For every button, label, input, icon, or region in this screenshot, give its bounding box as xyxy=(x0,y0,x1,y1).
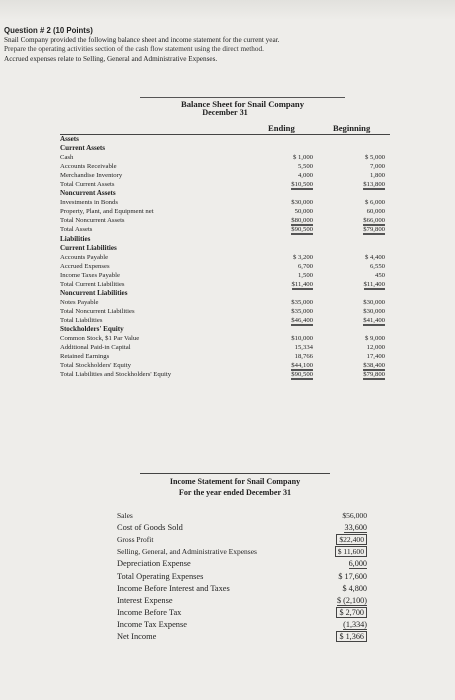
question-line-2: Prepare the operating activities section of the cash flow statement using the direct method. xyxy=(4,45,264,53)
row-label: Total Current Liabilities xyxy=(60,280,125,288)
amount-cell xyxy=(307,631,367,643)
ending-value-cell xyxy=(261,207,333,216)
beginning-value: $30,000 xyxy=(363,307,385,315)
ending-value-cell xyxy=(261,289,333,298)
row-label: Total Noncurrent Liabilities xyxy=(60,307,135,315)
beginning-value-cell xyxy=(333,244,390,253)
row-label: Additional Paid-in Capital xyxy=(60,344,131,352)
row-label: Net Income xyxy=(117,631,157,641)
ending-value-cell xyxy=(261,262,333,271)
income-statement-title: Income Statement for Snail Company xyxy=(169,477,301,486)
amount-cell xyxy=(307,558,367,570)
amount-cell xyxy=(307,607,367,619)
balance-sheet-row xyxy=(60,271,390,280)
balance-sheet-row xyxy=(60,180,390,189)
beginning-value: $79,800 xyxy=(363,226,385,234)
amount-value: (1,334) xyxy=(343,619,367,629)
row-label: Noncurrent Assets xyxy=(60,189,116,198)
beginning-value: 1,800 xyxy=(369,172,385,180)
row-label: Cost of Goods Sold xyxy=(117,523,183,533)
ending-value-cell xyxy=(261,253,333,262)
amount-value: $ (2,100) xyxy=(336,595,367,605)
ending-value-cell xyxy=(261,271,333,280)
beginning-value: $ 9,000 xyxy=(364,335,385,343)
row-label: Stockholders' Equity xyxy=(60,325,124,333)
row-label: Depreciation Expense xyxy=(117,559,191,569)
beginning-value: 450 xyxy=(374,271,385,279)
row-label: Current Liabilities xyxy=(60,243,117,252)
beginning-value-cell xyxy=(333,334,390,343)
balance-sheet-date: December 31 xyxy=(202,108,248,117)
beginning-value: $11,400 xyxy=(363,280,385,288)
ending-value-cell xyxy=(261,325,333,334)
beginning-value: 7,000 xyxy=(369,163,385,171)
income-statement-table xyxy=(117,510,367,643)
amount-value: 6,000 xyxy=(348,559,367,569)
ending-value: 5,500 xyxy=(297,163,313,171)
balance-sheet-row xyxy=(60,289,390,298)
row-label: Notes Payable xyxy=(60,298,99,306)
income-statement-row xyxy=(117,631,367,643)
question-line-3: Accrued expenses relate to Selling, General and Administrative Expenses. xyxy=(4,54,218,63)
balance-sheet-row xyxy=(60,253,390,262)
beginning-value-cell xyxy=(333,153,390,162)
beginning-value: 60,000 xyxy=(366,208,385,216)
beginning-value-cell xyxy=(333,271,390,280)
beginning-value: $79,800 xyxy=(363,371,385,379)
ending-value-cell xyxy=(261,370,333,379)
row-label: Total Liabilities xyxy=(60,316,103,324)
beginning-value-cell xyxy=(333,144,390,153)
income-statement-row xyxy=(117,522,367,534)
balance-sheet-row xyxy=(60,135,390,145)
income-statement-row xyxy=(117,546,367,558)
ending-value: 50,000 xyxy=(294,208,313,216)
ending-value: $10,500 xyxy=(291,181,313,189)
amount-value: $ 2,700 xyxy=(336,607,367,618)
balance-sheet-row xyxy=(60,361,390,370)
row-label: Total Operating Expenses xyxy=(117,571,204,581)
ending-value-cell xyxy=(261,307,333,316)
beginning-value: $38,400 xyxy=(363,362,385,370)
ending-value: 18,766 xyxy=(294,353,313,361)
beginning-value: $13,800 xyxy=(363,181,385,189)
beginning-value-cell xyxy=(333,135,390,145)
ending-value-cell xyxy=(261,153,333,162)
question-heading: Question # 2 (10 Points) xyxy=(4,26,93,35)
amount-cell xyxy=(307,546,367,558)
beginning-value-cell xyxy=(333,343,390,352)
beginning-value-cell xyxy=(333,235,390,244)
balance-sheet-row xyxy=(60,370,390,379)
ending-value: $35,000 xyxy=(291,307,313,315)
balance-sheet-row xyxy=(60,189,390,198)
row-label: Total Assets xyxy=(60,226,93,234)
balance-sheet-row xyxy=(60,144,390,153)
amount-value: 33,600 xyxy=(344,523,367,533)
ending-value-cell xyxy=(261,171,333,180)
amount-value: $ 4,800 xyxy=(342,583,367,593)
ending-value-cell xyxy=(261,298,333,307)
beginning-value-cell xyxy=(333,289,390,298)
beginning-value-cell xyxy=(333,298,390,307)
amount-cell xyxy=(307,619,367,631)
row-label: Income Taxes Payable xyxy=(60,271,120,279)
row-label: Assets xyxy=(60,135,79,144)
ending-value: 4,000 xyxy=(297,172,313,180)
ending-value-cell xyxy=(261,280,333,289)
row-label: Accounts Payable xyxy=(60,253,109,261)
amount-cell xyxy=(307,570,367,582)
beginning-value: 6,550 xyxy=(369,262,385,270)
beginning-value: $41,400 xyxy=(363,316,385,324)
question-block xyxy=(4,26,454,64)
balance-sheet-row xyxy=(60,343,390,352)
row-label: Income Before Interest and Taxes xyxy=(117,583,230,593)
row-label: Selling, General, and Administrative Expenses xyxy=(117,547,257,557)
ending-value-cell xyxy=(261,216,333,225)
balance-sheet-row xyxy=(60,352,390,361)
beginning-value: 12,000 xyxy=(366,344,385,352)
amount-cell xyxy=(307,534,367,546)
ending-value: $80,000 xyxy=(291,217,313,225)
beginning-value-cell xyxy=(333,216,390,225)
amount-cell xyxy=(307,595,367,607)
income-statement-row xyxy=(117,570,367,582)
income-statement-row xyxy=(117,595,367,607)
row-label: Property, Plant, and Equipment net xyxy=(60,208,154,216)
column-header-beginning: Beginning xyxy=(333,123,371,133)
row-label: Cash xyxy=(60,154,74,162)
income-statement-row xyxy=(117,619,367,631)
ending-value-cell xyxy=(261,352,333,361)
beginning-value-cell xyxy=(333,361,390,370)
ending-value: $46,400 xyxy=(291,316,313,324)
balance-sheet-row xyxy=(60,171,390,180)
row-label: Gross Profit xyxy=(117,535,154,545)
row-label: Retained Earnings xyxy=(60,353,110,361)
income-statement-header xyxy=(140,473,330,498)
ending-value: $30,000 xyxy=(291,199,313,207)
beginning-value-cell xyxy=(333,316,390,325)
amount-cell xyxy=(307,510,367,522)
beginning-value: $ 6,000 xyxy=(364,199,385,207)
row-label: Total Stockholders' Equity xyxy=(60,362,131,370)
amount-value: $ 1,366 xyxy=(336,631,367,642)
ending-value-cell xyxy=(261,162,333,171)
ending-value: 1,500 xyxy=(297,271,313,279)
income-statement-row xyxy=(117,583,367,595)
amount-value: $ 17,600 xyxy=(338,571,367,581)
row-label: Merchandise Inventory xyxy=(60,172,123,180)
income-statement-row xyxy=(117,534,367,546)
beginning-value-cell xyxy=(333,171,390,180)
ending-value-cell xyxy=(261,144,333,153)
ending-value-cell xyxy=(261,135,333,145)
beginning-value-cell xyxy=(333,225,390,234)
ending-value: $11,400 xyxy=(291,280,313,288)
question-line-1: Snail Company provided the following balance sheet and income statement for the current year. xyxy=(4,35,280,44)
balance-sheet-row xyxy=(60,225,390,234)
balance-sheet-row xyxy=(60,244,390,253)
row-label: Total Current Assets xyxy=(60,181,115,189)
income-statement-row xyxy=(117,607,367,619)
ending-value: $90,500 xyxy=(291,226,313,234)
beginning-value-cell xyxy=(333,207,390,216)
beginning-value-cell xyxy=(333,162,390,171)
ending-value-cell xyxy=(261,235,333,244)
balance-sheet-row xyxy=(60,307,390,316)
ending-value-cell xyxy=(261,189,333,198)
row-label: Income Before Tax xyxy=(117,607,182,617)
amount-cell xyxy=(307,522,367,534)
beginning-value: $66,000 xyxy=(363,217,385,225)
balance-sheet-row xyxy=(60,325,390,334)
row-label: Sales xyxy=(117,511,133,521)
balance-sheet-row xyxy=(60,235,390,244)
amount-cell xyxy=(307,583,367,595)
row-label: Total Liabilities and Stockholders' Equity xyxy=(60,371,172,379)
ending-value: 6,700 xyxy=(297,262,313,270)
balance-sheet-row xyxy=(60,153,390,162)
ending-value: $44,100 xyxy=(291,362,313,370)
ending-value-cell xyxy=(261,334,333,343)
ending-value-cell xyxy=(261,198,333,207)
row-label: Income Tax Expense xyxy=(117,619,187,629)
ending-value-cell xyxy=(261,180,333,189)
beginning-value-cell xyxy=(333,262,390,271)
ending-value-cell xyxy=(261,343,333,352)
ending-value-cell xyxy=(261,316,333,325)
beginning-value-cell xyxy=(333,352,390,361)
beginning-value-cell xyxy=(333,307,390,316)
beginning-value-cell xyxy=(333,325,390,334)
balance-sheet-title: Balance Sheet for Snail Company xyxy=(140,97,345,109)
amount-value: $56,000 xyxy=(342,511,367,521)
row-label: Noncurrent Liabilities xyxy=(60,288,128,297)
ending-value: 15,334 xyxy=(294,344,313,352)
balance-sheet-row xyxy=(60,207,390,216)
row-label: Common Stock, $1 Par Value xyxy=(60,335,140,343)
amount-value: $22,400 xyxy=(336,534,367,545)
balance-sheet-row xyxy=(60,316,390,325)
balance-sheet-row xyxy=(60,334,390,343)
beginning-value: $30,000 xyxy=(363,298,385,306)
page-top-shadow xyxy=(0,0,455,20)
row-label: Investments in Bonds xyxy=(60,199,118,207)
balance-sheet-row xyxy=(60,216,390,225)
column-header-ending: Ending xyxy=(268,123,295,133)
balance-sheet-table xyxy=(60,134,390,379)
beginning-value-cell xyxy=(333,189,390,198)
ending-value-cell xyxy=(261,244,333,253)
balance-sheet-row xyxy=(60,280,390,289)
row-label: Liabilities xyxy=(60,234,91,243)
income-statement-row xyxy=(117,510,367,522)
ending-value-cell xyxy=(261,361,333,370)
row-label: Interest Expense xyxy=(117,595,173,605)
beginning-value-cell xyxy=(333,253,390,262)
beginning-value-cell xyxy=(333,370,390,379)
balance-sheet-row xyxy=(60,298,390,307)
balance-sheet-row xyxy=(60,198,390,207)
income-statement-subtitle: For the year ended December 31 xyxy=(178,488,292,497)
balance-sheet-row xyxy=(60,162,390,171)
ending-value-cell xyxy=(261,225,333,234)
beginning-value: $ 5,000 xyxy=(364,154,385,162)
ending-value: $ 1,000 xyxy=(292,154,313,162)
beginning-value-cell xyxy=(333,180,390,189)
amount-value: $ 11,600 xyxy=(335,546,367,557)
row-label: Current Assets xyxy=(60,144,105,153)
ending-value: $10,000 xyxy=(291,335,313,343)
balance-sheet-row xyxy=(60,262,390,271)
ending-value: $90,500 xyxy=(291,371,313,379)
row-label: Total Noncurrent Assets xyxy=(60,217,125,225)
ending-value: $35,000 xyxy=(291,298,313,306)
beginning-value-cell xyxy=(333,280,390,289)
ending-value: $ 3,200 xyxy=(292,253,313,261)
row-label: Accrued Expenses xyxy=(60,262,110,270)
beginning-value: $ 4,400 xyxy=(364,253,385,261)
income-statement-row xyxy=(117,558,367,570)
beginning-value: 17,400 xyxy=(366,353,385,361)
beginning-value-cell xyxy=(333,198,390,207)
row-label: Accounts Receivable xyxy=(60,163,117,171)
